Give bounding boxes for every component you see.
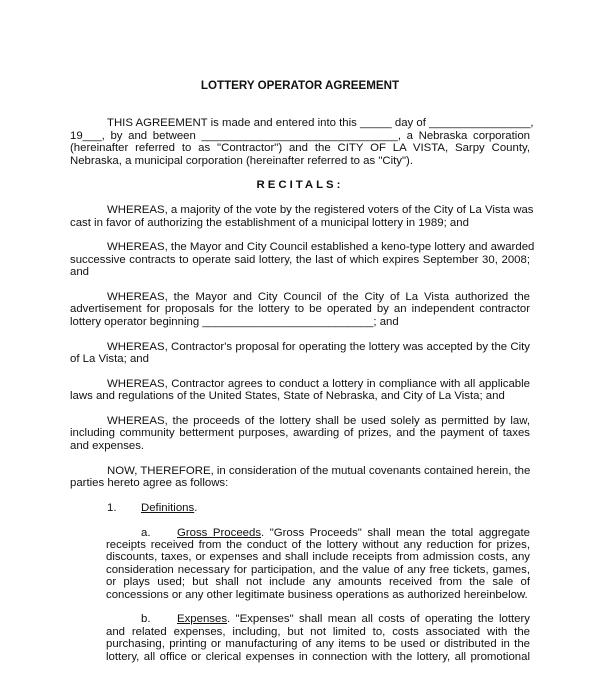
definition-expenses [106,613,530,663]
text-line: WHEREAS, the Mayor and City Council of the City of La Vista authorized the [107,291,530,304]
section-title: Definitions [141,501,195,514]
text-line: receipts received from the conduct of the lottery without any reduction for prizes, [106,539,530,552]
text-line: and related expenses, including, but not limited to, costs associated with the [106,625,530,638]
text-line: WHEREAS, the proceeds of the lottery shall be used solely as permitted by law, [107,415,530,428]
text-line: consideration necessary for participation, and the value of any free tickets, games, [106,563,530,576]
recitals-heading: RECITALS: [256,179,344,192]
text-line: concessions or any other legitimate business operations as authorized hereinbelow. [106,588,528,601]
text-line: NOW, THEREFORE, in consideration of the mutual covenants contained herein, the [107,464,531,477]
text-line: purchasing, printing or manufacturing of any items to be used or distributed in the [106,638,530,651]
text-line: and [70,266,90,279]
text-line: cast in favor of authorizing the establishment of a municipal lottery in 1989; and [70,216,469,229]
document-page [70,79,535,676]
text-line: WHEREAS, a majority of the vote by the registered voters of the City of La Vista was [107,204,534,217]
text-line: and expenses. [70,439,145,452]
defined-term: Gross Proceeds [177,526,262,539]
text-line: lottery, all office or clerical expenses in connection with the lottery, all promotional [106,650,530,663]
whereas-paragraph [70,415,530,452]
text-line: including community betterment purposes, awarding of prizes, and the payment of taxes [70,427,530,440]
text-line: 19___, by and between _______________________________, a Nebraska corporation [70,129,530,142]
text-line: of La Vista; and [70,353,149,366]
section-definitions-heading [70,502,530,514]
whereas-paragraph [70,204,534,229]
whereas-paragraph [70,291,530,328]
defined-term: Expenses [177,613,228,626]
text-segment: . "Gross Proceeds" shall mean the total aggregate [261,526,530,539]
punctuation: . [194,501,198,514]
text-line: successive contracts to operate said lottery, the last of which expires September 30, 2008; [70,253,530,266]
recitals-list [70,204,535,452]
text-line: THIS AGREEMENT is made and entered into this _____ day of ________________, [107,117,534,130]
text-line: WHEREAS, Contractor's proposal for operating the lottery was accepted by the City [107,340,530,353]
whereas-paragraph [70,241,535,279]
text-line [106,527,530,539]
document-title: LOTTERY OPERATOR AGREEMENT [200,79,400,92]
text-line: WHEREAS, the Mayor and City Council established a keno-type lottery and awarded [107,241,535,254]
now-therefore-paragraph [70,465,530,490]
text-line: Nebraska, a municipal corporation (hereinafter referred to as "City"). [70,154,413,167]
text-line: or plays used; but shall not include any amounts received from the sale of [106,576,530,589]
text-line: lottery operator beginning ___________________________; and [70,315,399,328]
section-number: 1. [107,501,117,514]
text-line: parties hereto agree as follows: [70,477,229,490]
text-line: laws and regulations of the United States, State of Nebraska, and City of La Vista; and [70,390,505,403]
text-line [106,613,530,625]
intro-paragraph [70,117,534,167]
whereas-paragraph [70,378,530,403]
text-line: (hereinafter referred to as "Contractor") and the CITY OF LA VISTA, Sarpy County, [70,142,530,155]
text-line: WHEREAS, Contractor agrees to conduct a lottery in compliance with all applicable [107,377,530,390]
whereas-paragraph [70,341,530,366]
text-line: discounts, taxes, or expenses and shall include receipts from admission costs, any [106,551,530,564]
text-line: advertisement for proposals for the lottery to be operated by an independent contractor [70,303,530,316]
item-label: b. [141,613,151,626]
definition-gross-proceeds [106,527,530,601]
text-segment: . "Expenses" shall mean all costs of operating the lottery [227,613,530,626]
item-label: a. [141,526,151,539]
